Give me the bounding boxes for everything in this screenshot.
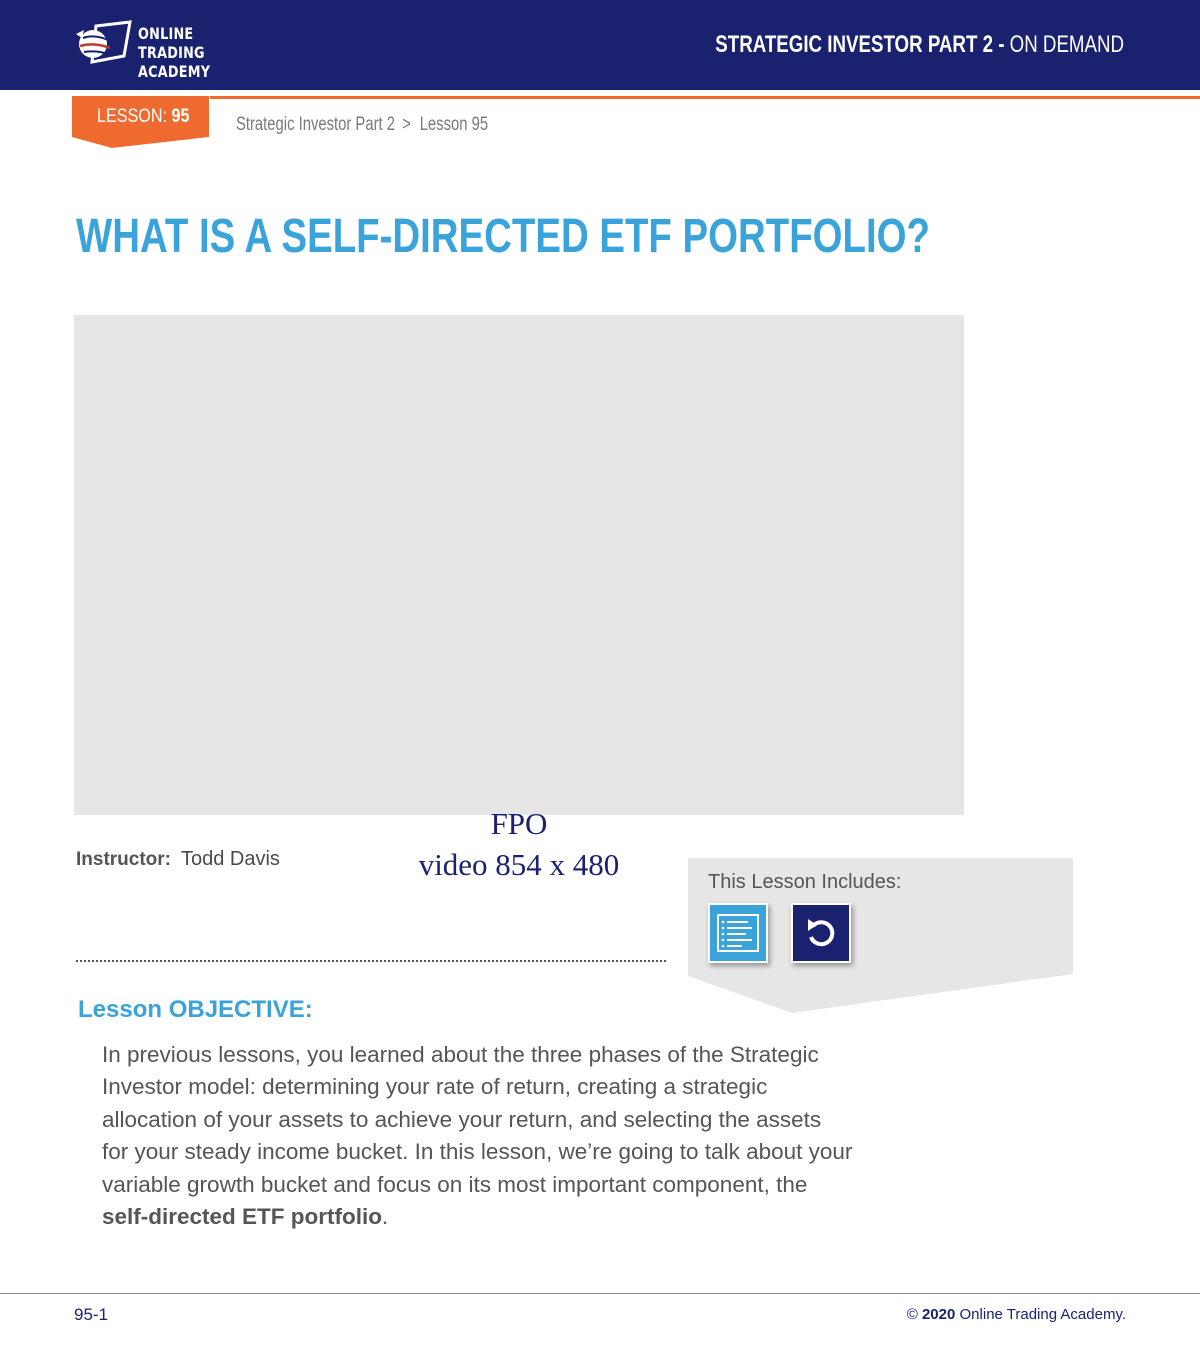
lesson-tab-word: LESSON:	[97, 106, 168, 127]
breadcrumb-course[interactable]: Strategic Investor Part 2	[236, 114, 395, 135]
page-number: 95-1	[74, 1305, 109, 1324]
objective-line-2: Investor model: determining your rate of return, creating a strategic	[102, 1074, 768, 1100]
notes-glyph	[710, 905, 766, 961]
objective-heading: Lesson OBJECTIVE:	[78, 996, 313, 1023]
globe-book-icon	[74, 20, 132, 66]
copyright-symbol: ©	[906, 1306, 918, 1323]
copyright-year: 2020	[921, 1306, 956, 1323]
lesson-tab	[72, 96, 210, 148]
instructor-label: Instructor:	[76, 849, 171, 870]
objective-paragraph	[102, 1039, 942, 1233]
page-title: WHAT IS A SELF-DIRECTED ETF PORTFOLIO?	[76, 210, 930, 263]
page-header	[0, 0, 1200, 90]
online-trading-academy-logo	[74, 20, 244, 81]
objective-line-1: In previous lessons, you learned about the three phases of the Strategic	[102, 1042, 819, 1067]
breadcrumb-separator: >	[402, 114, 411, 135]
logo-wordmark	[138, 24, 223, 81]
logo-line-1: ONLINE TRADING	[138, 24, 205, 62]
copyright-owner: Online Trading Academy.	[959, 1306, 1126, 1323]
breadcrumb-lesson[interactable]: Lesson 95	[419, 114, 489, 135]
breadcrumb	[236, 114, 488, 136]
objective-emphasis: self-directed ETF portfolio	[102, 1204, 383, 1230]
video-placeholder-line-2: video 854 x 480	[418, 847, 620, 882]
lesson-tab-label	[97, 106, 189, 128]
video-placeholder-line-1: FPO	[490, 806, 548, 841]
course-title-strong: STRATEGIC INVESTOR PART 2 -	[715, 31, 1005, 58]
course-title-light: ON DEMAND	[1009, 31, 1124, 58]
lesson-number: 95	[171, 106, 190, 127]
replay-icon[interactable]	[791, 903, 851, 963]
objective-line-4: for your steady income bucket. In this lesson, we’re going to talk about your	[102, 1139, 853, 1165]
lesson-includes-panel	[688, 858, 1074, 1014]
course-title	[715, 32, 1124, 58]
copyright-notice	[907, 1306, 1126, 1324]
instructor-credit	[76, 847, 280, 872]
lesson-includes-title: This Lesson Includes:	[708, 871, 902, 893]
dotted-divider	[76, 960, 666, 962]
objective-line-6	[102, 1201, 942, 1233]
objective-end: .	[382, 1204, 389, 1230]
replay-glyph	[793, 905, 849, 961]
objective-line-5: variable growth bucket and focus on its most important component, the	[102, 1171, 808, 1197]
objective-line-3: allocation of your assets to achieve your return, and selecting the assets	[102, 1106, 822, 1132]
instructor-name: Todd Davis	[181, 848, 280, 870]
orange-accent-rule	[210, 96, 1200, 99]
footer-divider	[0, 1293, 1200, 1294]
notes-icon[interactable]	[708, 903, 768, 963]
logo-line-2: ACADEMY	[138, 62, 211, 81]
